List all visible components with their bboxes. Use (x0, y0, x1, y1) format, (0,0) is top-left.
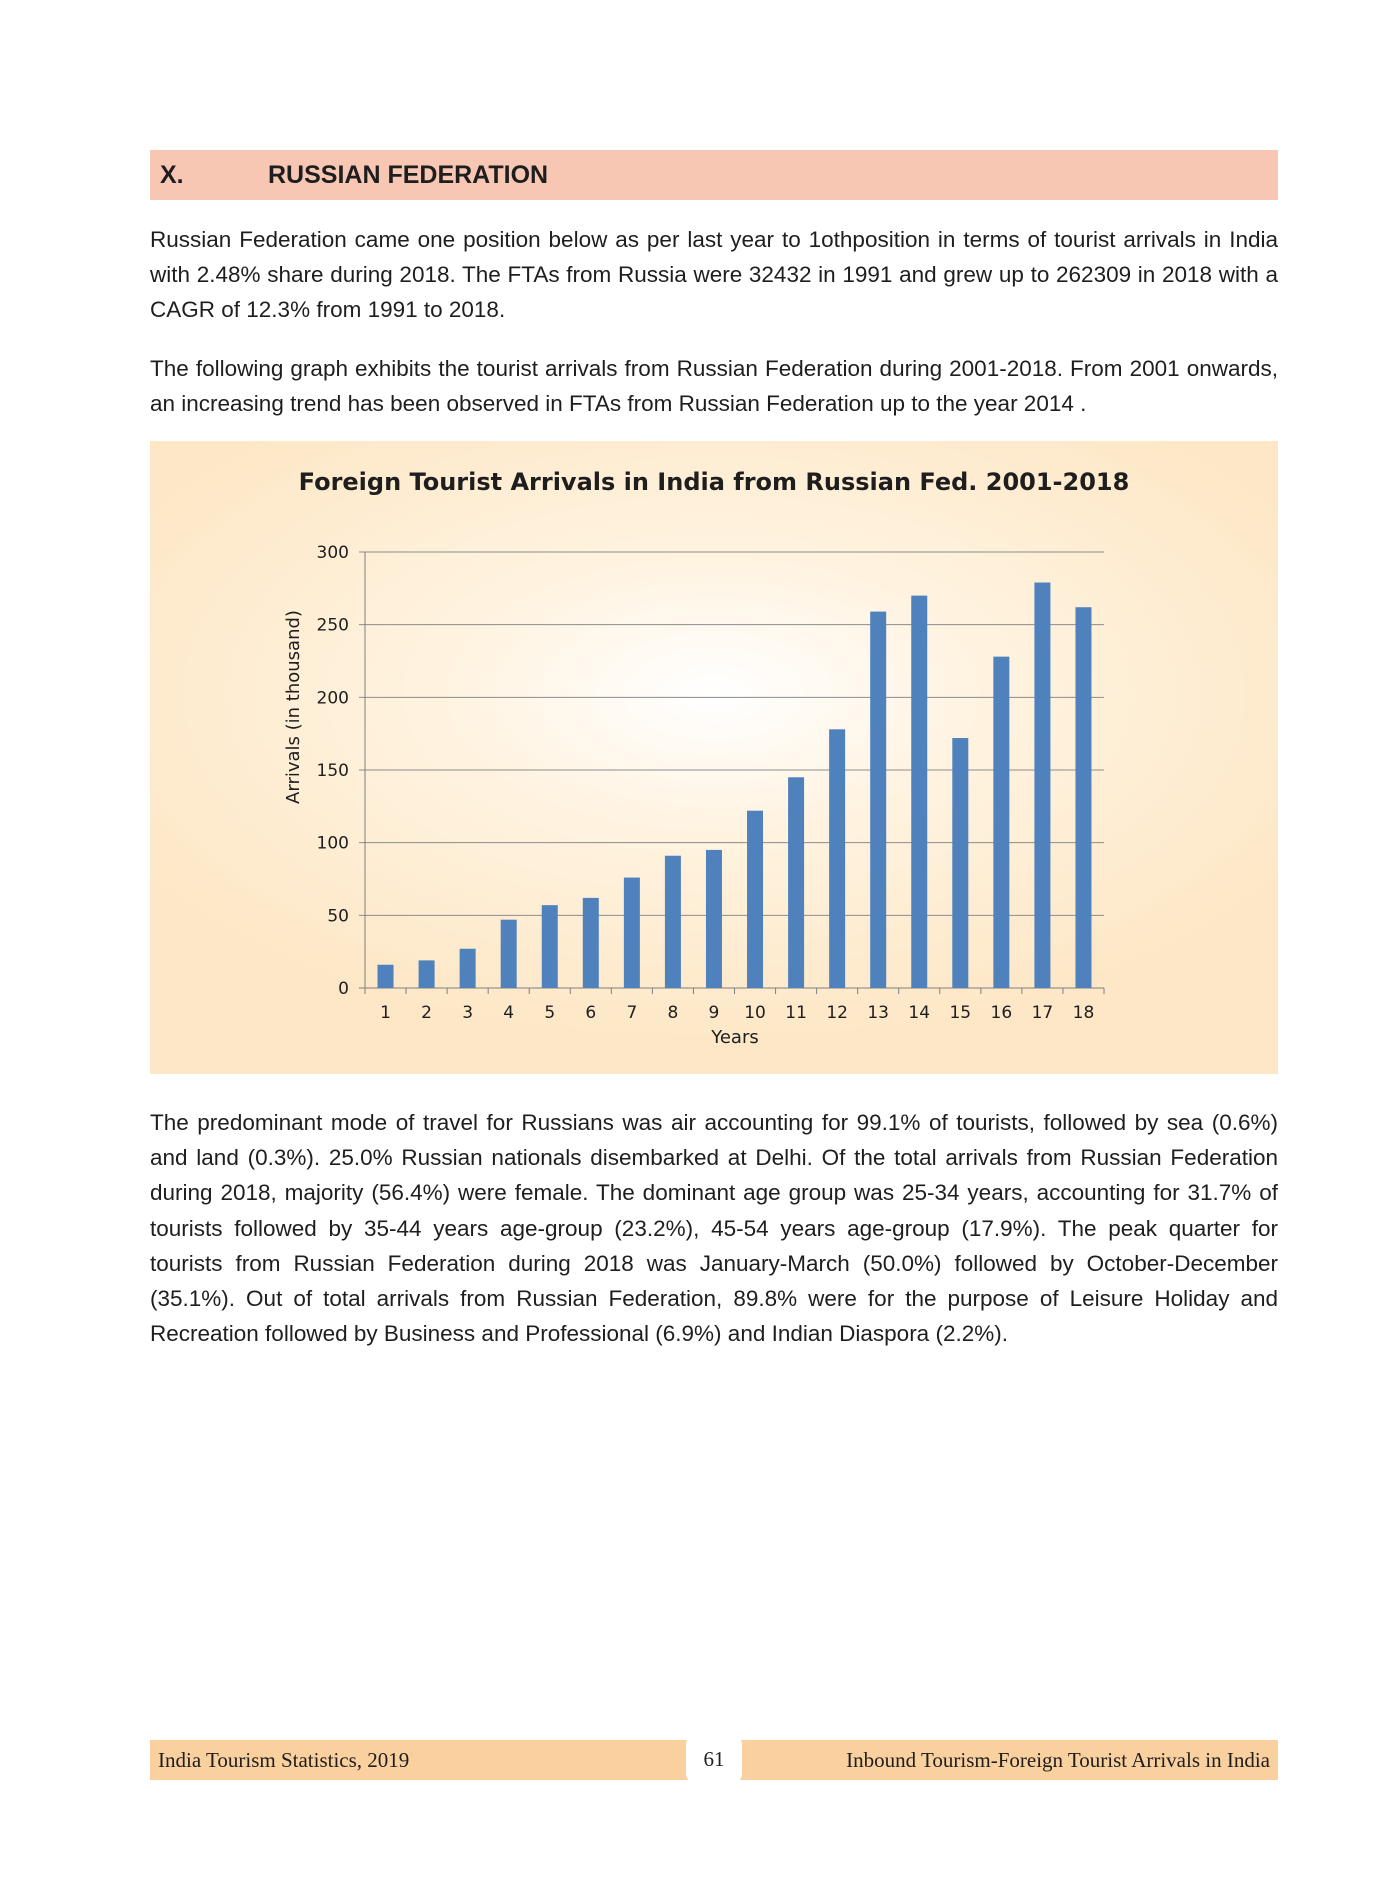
x-tick-label: 18 (1072, 1003, 1095, 1023)
y-tick-label: 50 (327, 906, 349, 927)
intro-paragraph: Russian Federation came one position below as per last year to 1othposition in terms of tourist arrivals in India with 2.48% share during 2018. The FTAs from Russia were 32432 in 1991 and grew up to 262309 in 2018 with a CAGR of 12.3% from 1991 to 2018. (150, 227, 1278, 323)
bar-chart (150, 441, 1278, 1074)
bar (624, 878, 640, 988)
page-footer (150, 1740, 1278, 1780)
x-tick-label: 5 (544, 1003, 556, 1023)
bar (788, 777, 804, 988)
y-tick-label: 150 (316, 761, 349, 781)
bar (1075, 607, 1091, 988)
x-tick-label: 12 (826, 1003, 848, 1023)
bar (706, 850, 722, 988)
y-tick-label: 100 (316, 833, 349, 854)
x-tick-label: 6 (585, 1003, 597, 1023)
bar (460, 949, 476, 988)
section-header (150, 150, 1278, 200)
bar (829, 729, 845, 988)
details-paragraph: The predominant mode of travel for Russians was air accounting for 99.1% of tourists, followed by sea (0.6%) and land (0.3%). 25.0% Russian nationals disembarked at Delhi. Of the total arrivals from Russian Federation during 2018, majority (56.4%) were female. The dominant age group was 25-34 years, accounting for 31.7% of tourists followed by 35-44 years age-group (23.2%), 45-54 years age-group (17.9%). The peak quarter for tourists from Russian Federation during 2018 was January-March (50.0%) followed by October-December (35.1%). Out of total arrivals from Russian Federation, 89.8% were for the purpose of Leisure Holiday and Recreation followed by Business and Professional (6.9%) and Indian Diaspora (2.2%). (150, 1110, 1278, 1347)
y-tick-label: 0 (338, 979, 349, 999)
bar (542, 905, 558, 988)
x-tick-label: 13 (867, 1003, 890, 1023)
y-axis-label: Arrivals (in thousand) (283, 610, 304, 804)
x-tick-label: 10 (744, 1003, 766, 1023)
x-tick-label: 8 (667, 1003, 679, 1023)
section-title: RUSSIAN FEDERATION (268, 160, 549, 189)
chart-container (150, 441, 1278, 1074)
section-number: X. (160, 160, 184, 189)
x-tick-label: 15 (949, 1003, 972, 1023)
graph-description-paragraph: The following graph exhibits the tourist arrivals from Russian Federation during 2001-2018. From 2001 onwards, an increasing trend has been observed in FTAs from Russian Federation up to the year 2014 . (150, 356, 1278, 417)
bar (583, 898, 599, 988)
chart-title: Foreign Tourist Arrivals in India from Russian Fed. 2001-2018 (298, 468, 1130, 496)
footer-chapter-title: Inbound Tourism-Foreign Tourist Arrivals in India (846, 1748, 1270, 1772)
y-tick-label: 200 (316, 688, 349, 709)
x-tick-label: 14 (908, 1003, 931, 1023)
x-tick-label: 1 (380, 1003, 391, 1023)
bar (378, 965, 394, 988)
footer-publication-title: India Tourism Statistics, 2019 (158, 1748, 410, 1772)
y-tick-label: 250 (316, 615, 349, 636)
x-tick-label: 4 (503, 1003, 515, 1023)
bar (501, 920, 517, 988)
bar (747, 811, 763, 988)
x-tick-label: 11 (785, 1003, 807, 1023)
x-tick-label: 17 (1031, 1003, 1054, 1023)
bar (952, 738, 968, 988)
page-number: 61 (686, 1736, 742, 1782)
bar (870, 612, 886, 988)
x-tick-label: 9 (708, 1003, 720, 1023)
x-tick-label: 3 (462, 1003, 474, 1023)
x-tick-label: 2 (421, 1003, 432, 1023)
bar (911, 596, 927, 988)
y-tick-label: 300 (316, 543, 349, 563)
bar (419, 960, 435, 988)
bar (665, 856, 681, 988)
x-tick-label: 7 (626, 1003, 638, 1023)
x-axis-label: Years (711, 1027, 759, 1048)
x-tick-label: 16 (990, 1003, 1013, 1023)
bar (993, 657, 1009, 988)
bar (1034, 583, 1050, 988)
